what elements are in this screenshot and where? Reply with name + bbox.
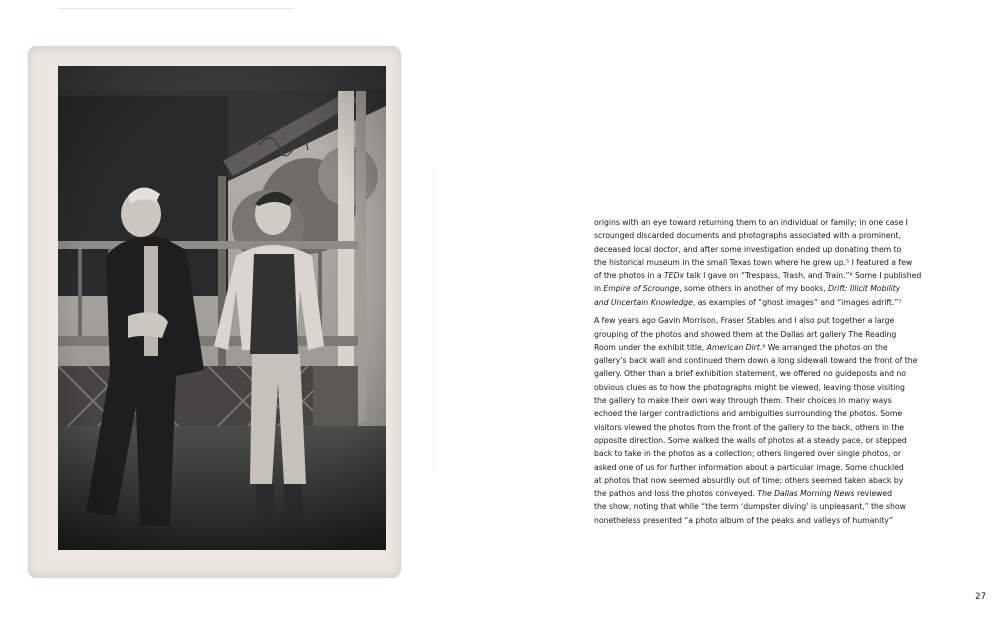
- text-run: asked one of us for further information about a particular image. Some chuckled: [594, 462, 904, 472]
- text-line: [594, 461, 944, 474]
- text-line: [594, 381, 944, 394]
- text-run: Room under the exhibit title,: [594, 342, 707, 352]
- text-line: [594, 296, 944, 309]
- text-run: , some others in another of my books,: [679, 284, 829, 294]
- text-run: reviewed: [854, 489, 892, 499]
- text-run: gallery. Other than a brief exhibition statement, we offered no guideposts and no: [594, 369, 906, 379]
- italic-title: Empire of Scrounge: [603, 284, 680, 294]
- photo-two-men-on-porch: [58, 66, 386, 550]
- text-line: [594, 514, 944, 527]
- text-run: nonetheless presented “a photo album of the peaks and valleys of humanity”: [594, 515, 893, 525]
- text-run: the show, noting that while “the term ‘dumpster diving’ is unpleasant,” the show: [594, 502, 906, 512]
- text-line: [594, 354, 944, 367]
- text-run: the historical museum in the small Texas town where he grew up.⁵ I featured a few: [594, 257, 913, 267]
- text-line: [594, 328, 944, 341]
- italic-title: and Uncertain Knowledge: [594, 297, 693, 307]
- vintage-photograph: [28, 46, 401, 578]
- text-line: [594, 256, 944, 269]
- text-run: in: [594, 284, 604, 294]
- text-run: of the photos in a: [594, 271, 664, 281]
- text-run: deceased local doctor, and after some investigation ended up donating them to: [594, 244, 902, 254]
- text-line: [594, 434, 944, 447]
- text-run: echoed the larger contradictions and ambiguities surrounding the photos. Some: [594, 409, 903, 419]
- text-line: [594, 269, 944, 282]
- text-run: A few years ago Gavin Morrison, Fraser Stables and I also put together a large: [594, 316, 895, 326]
- text-run: scrounged discarded documents and photographs associated with a prominent,: [594, 231, 901, 241]
- body-text: [594, 216, 944, 527]
- text-run: talk I gave on “Trespass, Trash, and Train.”⁶ Some I published: [683, 271, 922, 281]
- page-number: 27: [975, 592, 986, 602]
- text-run: grouping of the photos and showed them at the Dallas art gallery The Reading: [594, 329, 897, 339]
- text-run: obvious clues as to how the photographs might be viewed, leaving those visiting: [594, 382, 905, 392]
- text-line: [594, 216, 944, 229]
- text-line: [594, 447, 944, 460]
- page-spine: [433, 168, 434, 470]
- italic-title: Drift: Illicit Mobility: [828, 284, 901, 294]
- text-line: [594, 243, 944, 256]
- text-run: back to take in the photos as a collection; others lingered over single photos, or: [594, 449, 901, 459]
- text-run: the pathos and loss the photos conveyed.: [594, 489, 758, 499]
- text-line: [594, 367, 944, 380]
- text-run: opposite direction. Some walked the walls of photos at a steady pace, or stepped: [594, 435, 907, 445]
- text-line: [594, 474, 944, 487]
- italic-title: TEDx: [663, 271, 684, 281]
- text-line: [594, 282, 944, 295]
- text-run: at photos that now seemed absurdly out of time; others seemed taken aback by: [594, 475, 904, 485]
- text-line: [594, 407, 944, 420]
- text-run: .⁸ We arranged the photos on the: [759, 342, 888, 352]
- text-line: [594, 229, 944, 242]
- paragraph: [594, 216, 944, 309]
- text-run: visitors viewed the photos from the front of the gallery to the back, others in the: [594, 422, 904, 432]
- text-line: [594, 341, 944, 354]
- text-run: the gallery to make their own way through them. Their choices in many ways: [594, 396, 892, 406]
- text-line: [594, 314, 944, 327]
- italic-title: American Dirt: [706, 342, 760, 352]
- text-line: [594, 394, 944, 407]
- text-line: [594, 421, 944, 434]
- text-run: , as examples of “ghost images” and “images adrift.”⁷: [692, 297, 902, 307]
- top-rule: [58, 8, 294, 9]
- text-run: gallery’s back wall and continued them down a long sidewall toward the front of the: [594, 356, 918, 366]
- text-run: origins with an eye toward returning them to an individual or family; in one case I: [594, 218, 908, 227]
- text-line: [594, 487, 944, 500]
- text-line: [594, 500, 944, 513]
- italic-title: The Dallas Morning News: [757, 489, 855, 499]
- paragraph: [594, 314, 944, 527]
